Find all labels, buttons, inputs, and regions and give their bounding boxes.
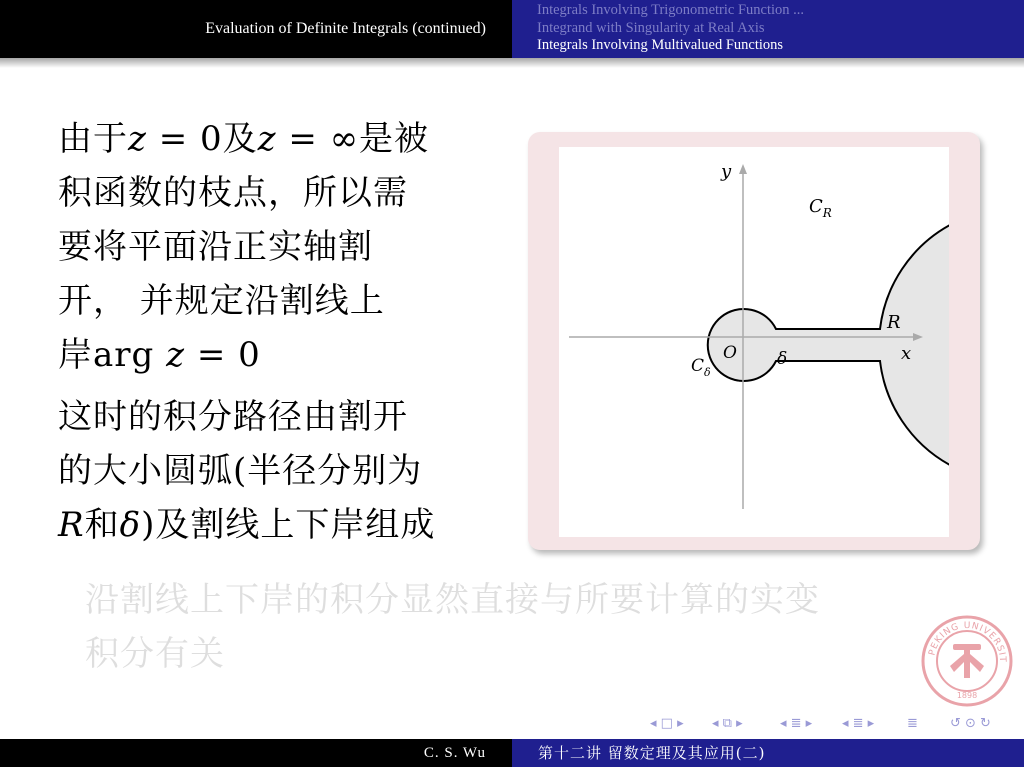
nav-frame-icon[interactable]: ◂ □ ▸ <box>650 716 684 731</box>
text: 岸arg <box>58 335 167 375</box>
header-bar <box>0 0 1024 58</box>
header-shadow <box>0 58 1024 68</box>
math-delta: δ <box>119 505 142 545</box>
paragraph-faded <box>85 573 945 681</box>
math-R: R <box>58 505 85 545</box>
paragraph-branch-points <box>58 112 498 382</box>
section-link-singularity[interactable]: Integrand with Singularity at Real Axis <box>537 19 765 36</box>
text: )及割线上下岸组成 <box>141 505 436 545</box>
text: 由于 <box>58 119 128 159</box>
text-line: 积函数的枝点，所以需 <box>58 173 408 213</box>
math-z: z <box>166 335 186 375</box>
text-line: 这时的积分路径由割开 <box>58 397 408 437</box>
text-line: 要将平面沿正实轴割 <box>58 227 373 267</box>
text-line: 开， 并规定沿割线上 <box>58 281 385 321</box>
text: = ∞是被 <box>276 119 430 159</box>
nav-subsection-icon[interactable]: ◂ ⧉ ▸ <box>712 716 743 731</box>
label-R: R <box>887 312 901 333</box>
footer-bar <box>0 739 1024 767</box>
section-link-multivalued[interactable]: Integrals Involving Multivalued Functions <box>537 37 784 53</box>
nav-outline-icon[interactable]: ≣ <box>907 716 918 731</box>
figure-frame <box>528 132 980 550</box>
nav-section-icon[interactable]: ◂ ≣ ▸ <box>780 716 813 731</box>
header-title[interactable]: Evaluation of Definite Integrals (continued) <box>0 0 512 58</box>
label-y: y <box>721 161 732 182</box>
label-x: x <box>901 343 912 364</box>
navigation-symbols <box>650 716 1020 734</box>
paragraph-contour <box>58 390 498 552</box>
label-delta: δ <box>777 349 788 369</box>
text: = 0及 <box>146 119 258 159</box>
footer-title: 第十二讲 留数定理及其应用(二) <box>512 739 1024 767</box>
label-Cdelta: $C_\delta$ <box>691 356 711 379</box>
nav-subsection-list-icon[interactable]: ◂ ≣ ▸ <box>842 716 875 731</box>
label-CR: $C_R$ <box>809 196 832 220</box>
keyhole-region <box>708 208 949 482</box>
contour-diagram <box>559 147 949 537</box>
contour-svg <box>559 147 949 537</box>
svg-text:PEKING UNIVERSITY: PEKING UNIVERSIT <box>927 620 1008 664</box>
y-axis-arrow <box>739 164 747 174</box>
text-line: 的大小圆弧(半径分别为 <box>58 451 423 491</box>
svg-text:1898: 1898 <box>956 691 978 700</box>
math-z: z <box>128 119 147 159</box>
label-O: O <box>723 343 737 363</box>
text-line: 积分有关 <box>85 634 225 674</box>
text-line: 沿割线上下岸的积分显然直接与所要计算的实变 <box>85 580 820 620</box>
text: 和 <box>84 505 120 545</box>
math-z: z <box>257 119 277 159</box>
nav-search-icon[interactable]: ↺ ⊙ ↻ <box>950 716 991 731</box>
section-link-trig[interactable]: Integrals Involving Trigonometric Function ... <box>537 2 805 18</box>
text: = 0 <box>185 335 261 375</box>
university-seal <box>920 614 1014 708</box>
section-nav <box>512 0 1024 58</box>
footer-author: C. S. Wu <box>0 739 512 767</box>
